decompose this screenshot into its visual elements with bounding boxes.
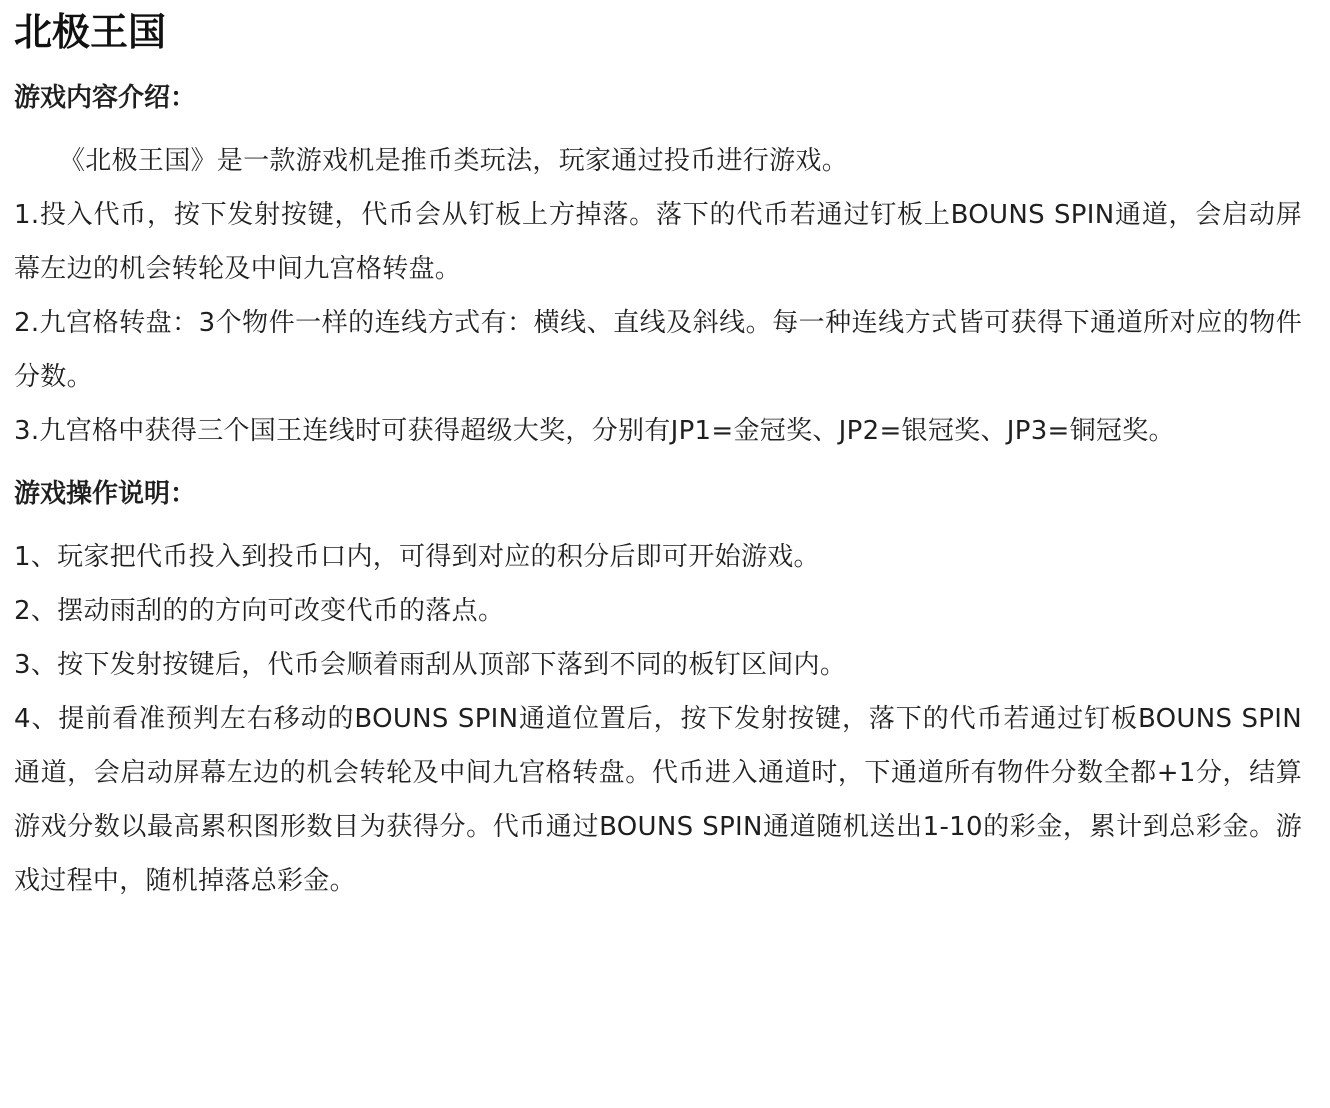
operation-item-4: 4、提前看准预判左右移动的BOUNS SPIN通道位置后，按下发射按键，落下的代币若通过钉板BOUNS SPIN通道，会启动屏幕左边的机会转轮及中间九宫格转盘。代币进入通道时，下通道所有物件分数全都+1分，结算游戏分数以最高累积图形数目为获得分。代币通过BOUNS SPIN通道随机送出1-10的彩金，累计到总彩金。游戏过程中，随机掉落总彩金。	[14, 704, 1302, 896]
operation-item-3: 3、按下发射按键后，代币会顺着雨刮从顶部下落到不同的板钉区间内。	[14, 650, 847, 680]
content-item-3: 3.九宫格中获得三个国王连线时可获得超级大奖，分别有JP1=金冠奖、JP2=银冠奖、JP3=铜冠奖。	[14, 416, 1175, 446]
operation-item-1: 1、玩家把代币投入到投币口内，可得到对应的积分后即可开始游戏。	[14, 542, 820, 572]
intro-paragraph: 《北极王国》是一款游戏机是推币类玩法，玩家通过投币进行游戏。	[59, 146, 849, 176]
content-item-2: 2.九宫格转盘：3个物件一样的连线方式有：横线、直线及斜线。每一种连线方式皆可获得下通道所对应的物件分数。	[14, 308, 1302, 392]
page-title: 北极王国	[14, 10, 167, 54]
operation-item-2: 2、摆动雨刮的的方向可改变代币的落点。	[14, 596, 505, 626]
section-heading-operation: 游戏操作说明：	[14, 479, 197, 509]
content-item-1: 1.投入代币，按下发射按键，代币会从钉板上方掉落。落下的代币若通过钉板上BOUNS SPIN通道，会启动屏幕左边的机会转轮及中间九宫格转盘。	[14, 200, 1302, 284]
section-heading-intro: 游戏内容介绍：	[14, 83, 197, 113]
